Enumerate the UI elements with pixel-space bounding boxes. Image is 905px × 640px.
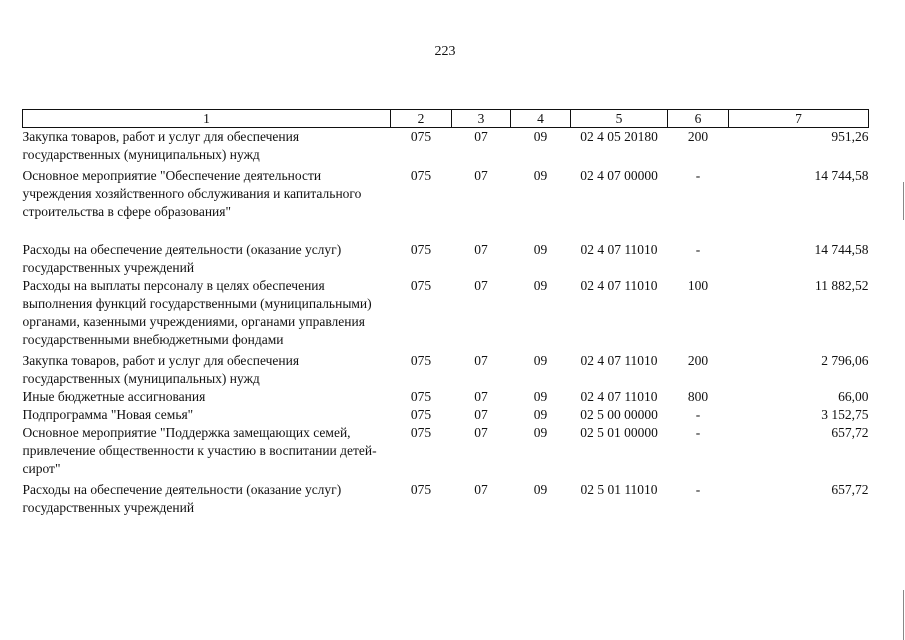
table-row bbox=[23, 167, 869, 241]
row-code-6: - bbox=[695, 168, 701, 183]
column-header-7: 7 bbox=[729, 110, 869, 128]
scan-edge-mark bbox=[903, 182, 904, 220]
row-code-5: 02 4 07 00000 bbox=[580, 168, 658, 183]
row-code-4: 09 bbox=[533, 129, 548, 144]
row-code-3: 07 bbox=[474, 278, 488, 293]
row-code-2: 075 bbox=[410, 407, 432, 422]
table-row bbox=[23, 406, 869, 424]
row-amount: 3 152,75 bbox=[821, 407, 869, 422]
row-code-3: 07 bbox=[474, 482, 488, 497]
table-row bbox=[23, 481, 869, 517]
row-code-5: 02 4 07 11010 bbox=[580, 278, 658, 293]
row-code-3: 07 bbox=[474, 129, 488, 144]
row-code-3: 07 bbox=[474, 407, 488, 422]
column-header-3: 3 bbox=[452, 110, 511, 128]
row-code-3: 07 bbox=[474, 389, 488, 404]
row-code-5: 02 5 00 00000 bbox=[580, 407, 658, 422]
row-code-5: 02 4 07 11010 bbox=[580, 389, 658, 404]
row-name: Расходы на обеспечение деятельности (оказание услуг) государственных учреждений bbox=[22, 242, 342, 275]
row-amount: 14 744,58 bbox=[814, 242, 869, 257]
row-code-3: 07 bbox=[474, 425, 488, 440]
table-row bbox=[23, 388, 869, 406]
column-header-1: 1 bbox=[23, 110, 391, 128]
row-code-6: 100 bbox=[687, 278, 709, 293]
row-amount: 11 882,52 bbox=[815, 278, 869, 293]
row-code-2: 075 bbox=[410, 129, 432, 144]
row-code-6: 200 bbox=[687, 129, 709, 144]
row-name: Расходы на выплаты персоналу в целях обеспечения выполнения функций государственными (муниципальными) органами, казенными учреждениями, органами управления государственными внебюджетными фондами bbox=[22, 278, 372, 347]
scan-edge-mark bbox=[903, 590, 904, 640]
row-amount: 2 796,06 bbox=[821, 353, 869, 368]
row-code-6: - bbox=[695, 425, 701, 440]
row-code-4: 09 bbox=[533, 407, 548, 422]
table-row bbox=[23, 128, 869, 168]
row-code-6: - bbox=[695, 407, 701, 422]
row-code-5: 02 5 01 00000 bbox=[580, 425, 658, 440]
row-code-4: 09 bbox=[533, 278, 548, 293]
row-code-5: 02 4 05 20180 bbox=[580, 129, 658, 144]
budget-table bbox=[22, 109, 869, 517]
row-name: Основное мероприятие "Поддержка замещающих семей, привлечение общественности к участию в воспитании детей-сирот" bbox=[22, 425, 377, 476]
row-code-5: 02 4 07 11010 bbox=[580, 353, 658, 368]
row-name: Подпрограмма "Новая семья" bbox=[22, 407, 194, 422]
row-code-6: - bbox=[695, 482, 701, 497]
row-code-6: - bbox=[695, 242, 701, 257]
row-code-2: 075 bbox=[410, 278, 432, 293]
row-code-2: 075 bbox=[410, 482, 432, 497]
row-name: Основное мероприятие "Обеспечение деятельности учреждения хозяйственного обслуживания и капитального строительства в сфере образования" bbox=[22, 168, 362, 219]
column-header-6: 6 bbox=[668, 110, 729, 128]
row-code-5: 02 4 07 11010 bbox=[580, 242, 658, 257]
row-code-4: 09 bbox=[533, 482, 548, 497]
row-name: Иные бюджетные ассигнования bbox=[22, 389, 206, 404]
row-code-4: 09 bbox=[533, 425, 548, 440]
row-code-4: 09 bbox=[533, 242, 548, 257]
column-header-5: 5 bbox=[571, 110, 668, 128]
row-amount: 657,72 bbox=[831, 425, 869, 440]
row-code-2: 075 bbox=[410, 242, 432, 257]
row-code-5: 02 5 01 11010 bbox=[580, 482, 658, 497]
row-code-4: 09 bbox=[533, 168, 548, 183]
column-header-4: 4 bbox=[511, 110, 571, 128]
row-code-2: 075 bbox=[410, 389, 432, 404]
row-name: Закупка товаров, работ и услуг для обеспечения государственных (муниципальных) нужд bbox=[22, 129, 300, 162]
row-name: Расходы на обеспечение деятельности (оказание услуг) государственных учреждений bbox=[22, 482, 342, 515]
row-code-4: 09 bbox=[533, 353, 548, 368]
row-code-2: 075 bbox=[410, 168, 432, 183]
row-amount: 66,00 bbox=[838, 389, 869, 404]
row-code-6: 200 bbox=[687, 353, 709, 368]
row-code-4: 09 bbox=[533, 389, 548, 404]
table-row bbox=[23, 424, 869, 481]
column-header-2: 2 bbox=[391, 110, 452, 128]
table-row bbox=[23, 241, 869, 277]
row-code-3: 07 bbox=[474, 353, 488, 368]
page-number: 223 bbox=[434, 44, 456, 59]
table-row bbox=[23, 352, 869, 388]
table-header-row bbox=[23, 110, 869, 128]
row-code-3: 07 bbox=[474, 168, 488, 183]
row-code-6: 800 bbox=[687, 389, 709, 404]
row-code-2: 075 bbox=[410, 425, 432, 440]
row-amount: 14 744,58 bbox=[814, 168, 869, 183]
row-name: Закупка товаров, работ и услуг для обеспечения государственных (муниципальных) нужд bbox=[22, 353, 300, 386]
row-amount: 657,72 bbox=[831, 482, 869, 497]
row-amount: 951,26 bbox=[831, 129, 869, 144]
row-code-3: 07 bbox=[474, 242, 488, 257]
row-code-2: 075 bbox=[410, 353, 432, 368]
table-row bbox=[23, 277, 869, 352]
